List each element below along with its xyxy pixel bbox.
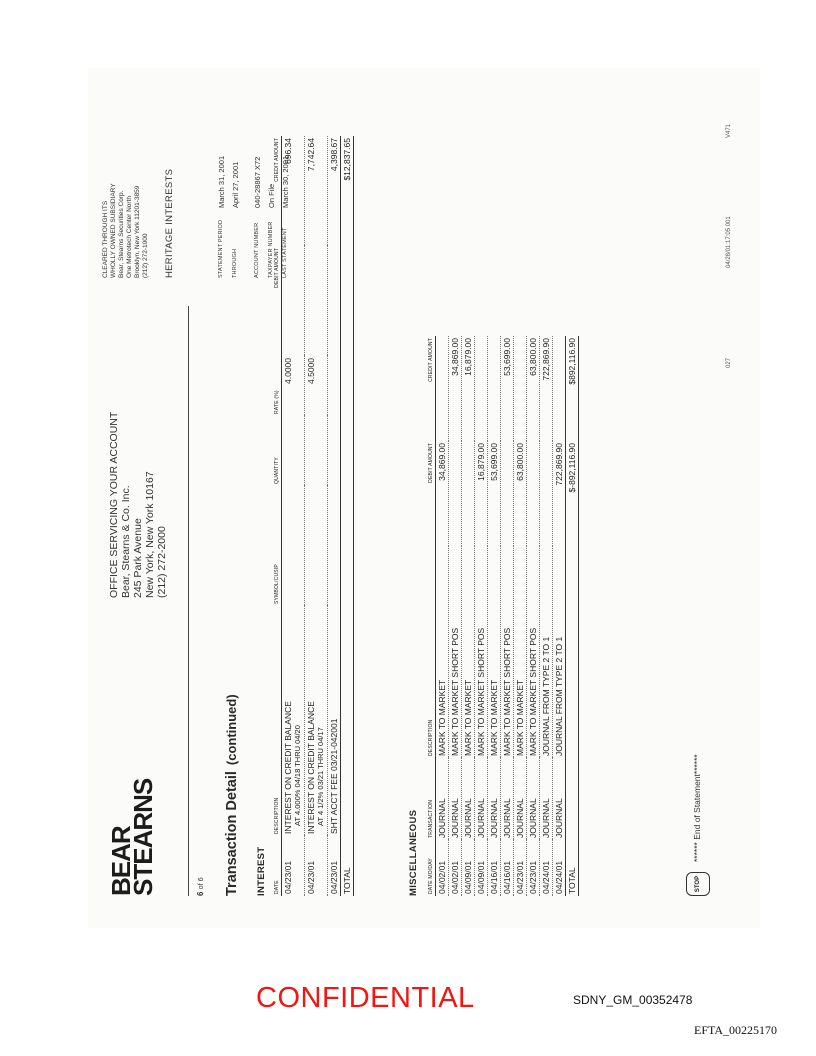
misc-total-row xyxy=(566,336,579,896)
footer-timestamp: 04/28/01:17:05 001 xyxy=(726,216,732,268)
col-debit: DEBIT AMOUNT xyxy=(428,441,436,546)
table-row xyxy=(449,336,462,896)
cell-credit xyxy=(436,336,449,441)
cell-symbol xyxy=(305,486,328,606)
cell-date: 04/09/01 xyxy=(475,840,488,896)
statement-page xyxy=(88,68,760,928)
misc-header-row xyxy=(428,336,436,896)
cell-debit xyxy=(527,441,540,546)
cell-quantity xyxy=(305,416,328,486)
col-credit: CREDIT AMOUNT xyxy=(274,136,282,246)
account-label: ACCOUNT NUMBER xyxy=(254,222,260,278)
cell-type: JOURNAL xyxy=(553,758,566,840)
cell-date: 04/16/01 xyxy=(488,840,501,896)
col-description: DESCRIPTION xyxy=(274,606,282,836)
cell-debit: 63,800.00 xyxy=(514,441,527,546)
office-line: Bear, Stearns & Co. Inc. xyxy=(120,485,132,598)
cell-rate xyxy=(328,356,341,416)
cell-date: 04/16/01 xyxy=(501,840,514,896)
clearing-line: One Metrotech Center North xyxy=(126,195,133,278)
cell-date: 04/23/01 xyxy=(527,840,540,896)
cell-credit xyxy=(488,336,501,441)
cell-date: 04/23/01 xyxy=(305,836,328,896)
logo-line-1: BEAR xyxy=(106,826,136,896)
page-of: of xyxy=(198,883,205,890)
desc-sub: AT 4.000% 04/18 THRU 04/20 xyxy=(293,725,302,826)
last-statement-label: LAST STATEMENT xyxy=(282,227,288,278)
page-current: 6 xyxy=(196,891,205,896)
table-row xyxy=(514,336,527,896)
cell-credit: 34,869.00 xyxy=(449,336,462,441)
misc-table xyxy=(428,336,579,896)
table-row xyxy=(305,136,328,896)
account-value: 040-28867 X72 xyxy=(252,156,262,208)
cell-description: MARK TO MARKET xyxy=(462,546,475,758)
page-number xyxy=(196,877,205,896)
cell-date: 04/23/01 xyxy=(282,836,305,896)
office-line: 245 Park Avenue xyxy=(132,518,144,598)
col-date: DATE MO/DAY xyxy=(428,840,436,896)
col-transaction: TRANSACTION xyxy=(428,758,436,840)
cell-debit: 722,869.90 xyxy=(553,441,566,546)
cell-date: 04/02/01 xyxy=(436,840,449,896)
cell-debit xyxy=(449,441,462,546)
cell-debit: 16,879.00 xyxy=(475,441,488,546)
bear-stearns-logo xyxy=(106,778,158,896)
col-credit: CREDIT AMOUNT xyxy=(428,336,436,441)
table-row xyxy=(540,336,553,896)
logo-line-2: STEARNS xyxy=(128,778,158,896)
cell-description: MARK TO MARKET xyxy=(514,546,527,758)
table-row xyxy=(501,336,514,896)
clearing-line: (212) 272-1000 xyxy=(142,233,149,278)
interest-header-row xyxy=(274,136,282,896)
office-address xyxy=(108,412,168,598)
clearing-line: Bear, Stearns Securities Corp. xyxy=(118,190,125,278)
table-row xyxy=(475,336,488,896)
interest-heading: INTEREST xyxy=(256,846,267,896)
through-value: April 27, 2001 xyxy=(230,161,240,208)
cell-symbol xyxy=(282,486,305,606)
page-title xyxy=(224,694,240,896)
cell-description: SHT ACCT FEE 03/21-042001 xyxy=(328,606,341,836)
cell-description: JOURNAL FROM TYPE 2 TO 1 xyxy=(553,546,566,758)
cell-credit: 63,800.00 xyxy=(527,336,540,441)
taxpayer-label: TAXPAYER NUMBER xyxy=(268,221,274,278)
interest-total-row xyxy=(341,136,354,896)
interest-table xyxy=(274,136,354,896)
cell-debit xyxy=(328,246,341,356)
cell-type: JOURNAL xyxy=(462,758,475,840)
cell-description: MARK TO MARKET SHORT POS xyxy=(501,546,514,758)
rotated-statement-page xyxy=(88,68,760,928)
cell-symbol xyxy=(328,486,341,606)
cell-date: 04/02/01 xyxy=(449,840,462,896)
end-of-statement: ****** End of Statement****** xyxy=(692,754,702,862)
desc-sub: AT 4 1/2% 03/21 THRU 04/17 xyxy=(316,727,325,826)
clearing-line: WHOLLY OWNED SUBSIDIARY xyxy=(110,183,117,278)
cell-type: JOURNAL xyxy=(475,758,488,840)
cell-date: 04/24/01 xyxy=(553,840,566,896)
cell-rate: 4.5000 xyxy=(305,356,328,416)
table-row xyxy=(436,336,449,896)
desc-line: INTEREST ON CREDIT BALANCE xyxy=(283,701,293,834)
col-rate: RATE (%) xyxy=(274,356,282,416)
cell-date: 04/09/01 xyxy=(462,840,475,896)
misc-heading: MISCELLANEOUS xyxy=(408,809,419,896)
cell-credit: 7,742.64 xyxy=(305,136,328,246)
cell-description: JOURNAL FROM TYPE 2 TO 1 xyxy=(540,546,553,758)
stop-sign-icon: STOP xyxy=(686,872,710,896)
cell-type: JOURNAL xyxy=(436,758,449,840)
cell-credit: 53,699.00 xyxy=(501,336,514,441)
total-credit: $892,116.90 xyxy=(566,336,579,441)
total-credit: $12,837.65 xyxy=(341,136,354,246)
cell-type: JOURNAL xyxy=(488,758,501,840)
footer-ref: V471 xyxy=(726,123,732,138)
through-label: THROUGH xyxy=(232,248,238,278)
cell-debit xyxy=(501,441,514,546)
title-text: Transaction Detail xyxy=(224,771,240,896)
cell-date: 04/23/01 xyxy=(514,840,527,896)
col-symbol: SYMBOL/CUSIP xyxy=(274,486,282,606)
cell-description xyxy=(305,606,328,836)
clearing-line: Brooklyn, New York 11201-3859 xyxy=(134,185,141,278)
confidential-stamp: CONFIDENTIAL xyxy=(256,982,475,1014)
cell-debit xyxy=(462,441,475,546)
cell-credit: 16,879.00 xyxy=(462,336,475,441)
cell-quantity xyxy=(328,416,341,486)
desc-line: INTEREST ON CREDIT BALANCE xyxy=(306,701,316,834)
cell-debit xyxy=(305,246,328,356)
footer-code: 027 xyxy=(726,357,732,368)
page-total: 6 xyxy=(198,877,205,882)
col-quantity: QUANTITY xyxy=(274,416,282,486)
total-label: TOTAL xyxy=(341,836,354,896)
table-row xyxy=(553,336,566,896)
cell-description: MARK TO MARKET xyxy=(488,546,501,758)
period-label: STATEMENT PERIOD xyxy=(218,219,224,278)
office-line: OFFICE SERVICING YOUR ACCOUNT xyxy=(108,411,120,598)
table-row xyxy=(527,336,540,896)
header-rule xyxy=(188,306,189,896)
title-continued: (continued) xyxy=(224,694,239,766)
table-row xyxy=(328,136,341,896)
cell-debit: 53,699.00 xyxy=(488,441,501,546)
cell-credit xyxy=(475,336,488,441)
col-debit: DEBIT AMOUNT xyxy=(274,246,282,356)
cell-type: JOURNAL xyxy=(449,758,462,840)
table-row xyxy=(462,336,475,896)
cell-quantity xyxy=(282,416,305,486)
table-row xyxy=(282,136,305,896)
bates-number: SDNY_GM_00352478 xyxy=(573,993,693,1007)
cell-description: MARK TO MARKET SHORT POS xyxy=(449,546,462,758)
efta-number: EFTA_00225170 xyxy=(694,1023,778,1037)
cell-date: 04/23/01 xyxy=(328,836,341,896)
office-line: New York, New York 10167 xyxy=(144,471,156,598)
last-statement-value: March 30, 2001 xyxy=(280,155,290,208)
cell-debit xyxy=(540,441,553,546)
cell-debit: 34,869.00 xyxy=(436,441,449,546)
col-date: DATE xyxy=(274,836,282,896)
cell-date: 04/24/01 xyxy=(540,840,553,896)
col-description: DESCRIPTION xyxy=(428,546,436,758)
cell-credit: 722,869.90 xyxy=(540,336,553,441)
cell-type: JOURNAL xyxy=(540,758,553,840)
total-label: TOTAL xyxy=(566,840,579,896)
cell-rate: 4.0000 xyxy=(282,356,305,416)
clearing-line: CLEARED THROUGH ITS xyxy=(102,200,109,278)
cell-type: JOURNAL xyxy=(514,758,527,840)
cell-type: JOURNAL xyxy=(501,758,514,840)
cell-type: JOURNAL xyxy=(527,758,540,840)
clearing-address xyxy=(102,183,150,278)
cell-credit xyxy=(514,336,527,441)
office-line: (212) 272-2000 xyxy=(156,526,168,598)
total-debit: $-892,116.90 xyxy=(566,441,579,546)
period-value: March 31, 2001 xyxy=(216,155,226,208)
cell-credit xyxy=(553,336,566,441)
taxpayer-value: On File xyxy=(266,183,276,208)
table-row xyxy=(488,336,501,896)
cell-description: MARK TO MARKET xyxy=(436,546,449,758)
cell-credit: 696.34 xyxy=(282,136,305,246)
cell-description: MARK TO MARKET SHORT POS xyxy=(475,546,488,758)
cell-description xyxy=(282,606,305,836)
cell-description: MARK TO MARKET SHORT POS xyxy=(527,546,540,758)
cell-debit xyxy=(282,246,305,356)
cell-credit: 4,398.67 xyxy=(328,136,341,246)
account-name: HERITAGE INTERESTS xyxy=(164,168,175,278)
